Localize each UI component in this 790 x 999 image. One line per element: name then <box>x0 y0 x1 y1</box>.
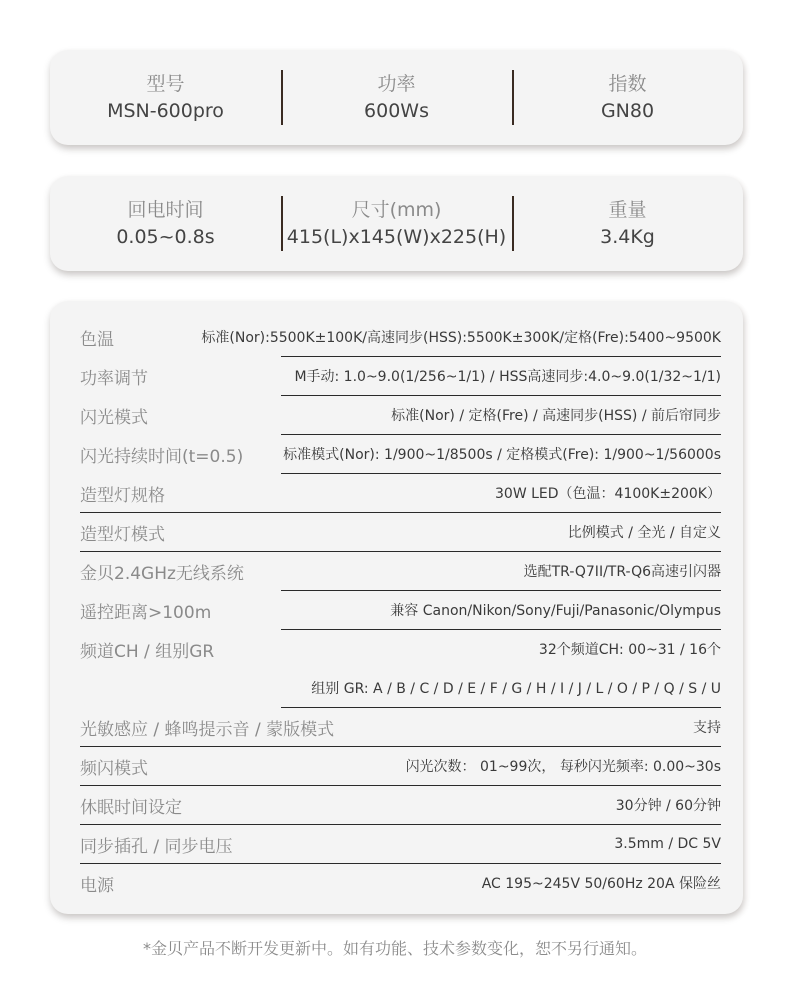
row-label: 频闪模式 <box>80 758 148 779</box>
table-row <box>80 630 721 668</box>
table-row <box>80 591 721 629</box>
table-row <box>80 318 721 356</box>
spec-label: 型号 <box>146 72 185 95</box>
row-label: 闪光模式 <box>80 407 148 428</box>
table-row <box>80 396 721 434</box>
row-value: AC 195~245V 50/60Hz 20A 保险丝 <box>481 876 721 892</box>
table-row <box>80 864 721 902</box>
table-row <box>80 513 721 551</box>
row-label: 休眠时间设定 <box>80 797 182 818</box>
row-value: 选配TR-Q7II/TR-Q6高速引闪器 <box>523 564 721 580</box>
row-value: 30W LED（色温：4100K±200K） <box>495 486 721 502</box>
spec-value: MSN-600pro <box>107 99 224 122</box>
row-value: 标准(Nor):5500K±100K/高速同步(HSS):5500K±300K/定格(Fre):5400~9500K <box>201 330 721 346</box>
table-row <box>80 435 721 473</box>
spec-dimensions <box>281 176 512 271</box>
row-value: 30分钟 / 60分钟 <box>615 798 721 814</box>
spec-label: 尺寸(mm) <box>351 198 442 221</box>
row-label: 同步插孔 / 同步电压 <box>80 836 233 857</box>
row-value: 兼容 Canon/Nikon/Sony/Fuji/Panasonic/Olympus <box>390 603 721 619</box>
row-label: 闪光持续时间(t=0.5) <box>80 446 244 467</box>
spec-label: 指数 <box>608 72 647 95</box>
row-label: 功率调节 <box>80 368 148 389</box>
row-value: 32个频道CH: 00~31 / 16个 <box>538 642 721 658</box>
spec-card-1 <box>50 50 743 145</box>
table-row <box>80 747 721 785</box>
row-label: 造型灯模式 <box>80 524 165 545</box>
row-label: 色温 <box>80 329 114 350</box>
row-label: 频道CH / 组别GR <box>80 641 215 662</box>
spec-value: 415(L)x145(W)x225(H) <box>286 225 507 248</box>
row-label: 光敏感应 / 蜂鸣提示音 / 蒙版模式 <box>80 719 335 740</box>
spec-table-card <box>50 301 743 914</box>
row-value: M手动: 1.0~9.0(1/256~1/1) / HSS高速同步:4.0~9.0(1/32~1/1) <box>294 369 721 385</box>
spec-label: 重量 <box>608 198 647 221</box>
row-value: 组别 GR: A / B / C / D / E / F / G / H / I / J / L / O / P / Q / S / U <box>311 681 721 697</box>
table-row <box>80 552 721 590</box>
row-value: 比例模式 / 全光 / 自定义 <box>567 525 721 541</box>
spec-value: 600Ws <box>364 99 429 122</box>
spec-value: 0.05~0.8s <box>116 225 215 248</box>
spec-model <box>50 50 281 145</box>
table-row-continuation <box>80 669 721 707</box>
spec-power <box>281 50 512 145</box>
row-label: 金贝2.4GHz无线系统 <box>80 563 244 584</box>
row-value: 3.5mm / DC 5V <box>614 836 721 852</box>
disclaimer-footer: *金贝产品不断开发更新中。如有功能、技术参数变化，恕不另行通知。 <box>142 939 647 958</box>
spec-label: 回电时间 <box>127 198 204 221</box>
spec-label: 功率 <box>377 72 416 95</box>
spec-value: 3.4Kg <box>600 225 655 248</box>
table-row <box>80 357 721 395</box>
row-label: 遥控距离>100m <box>80 602 212 623</box>
row-label: 电源 <box>80 875 114 896</box>
row-value: 标准(Nor) / 定格(Fre) / 高速同步(HSS) / 前后帘同步 <box>391 408 721 424</box>
table-row <box>80 825 721 863</box>
spec-guide-number <box>512 50 743 145</box>
table-row <box>80 474 721 512</box>
row-value: 闪光次数： 01~99次， 每秒闪光频率: 0.00~30s <box>405 759 721 775</box>
table-row <box>80 786 721 824</box>
row-label: 造型灯规格 <box>80 485 165 506</box>
spec-card-2 <box>50 176 743 271</box>
row-value: 标准模式(Nor): 1/900~1/8500s / 定格模式(Fre): 1/900~1/56000s <box>283 447 721 463</box>
spec-value: GN80 <box>600 99 655 122</box>
table-row <box>80 708 721 746</box>
spec-weight <box>512 176 743 271</box>
row-value: 支持 <box>693 720 721 736</box>
spec-recycle-time <box>50 176 281 271</box>
